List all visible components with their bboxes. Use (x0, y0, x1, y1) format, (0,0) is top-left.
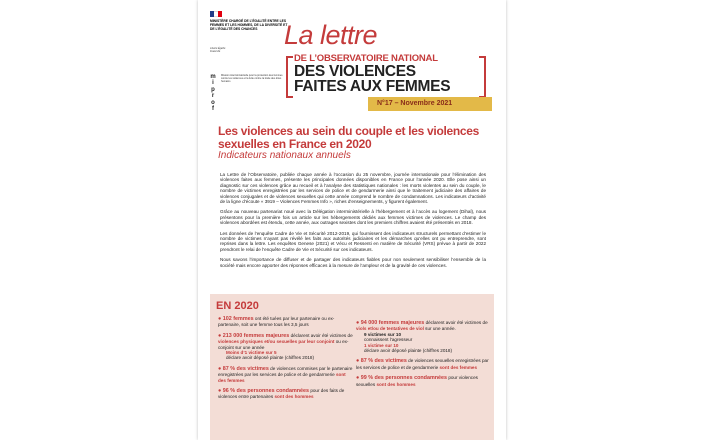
stat-subtext: 1 victime sur 10 (364, 342, 399, 348)
ministry-name: MINISTÈRE CHARGÉ DE L’ÉGALITÉ ENTRE LES FEMMES ET LES HOMMES, DE LA DIVERSITÉ ET DE L’ÉGALITÉ DES CHANCES (210, 19, 288, 31)
issue-banner (368, 97, 492, 111)
republic-motto: Liberté Égalité Fraternité (210, 47, 226, 53)
stat-value: ● 87 % des victimes (356, 358, 407, 365)
key-figures-title: EN 2020 (216, 300, 259, 312)
stat-text: déclarent avoir été victimes de (289, 332, 353, 338)
stat-value: ● 102 femmes (218, 316, 254, 322)
masthead-la-lettre: La lettre (284, 20, 378, 50)
masthead-line-1: DES VIOLENCES (294, 63, 416, 80)
masthead-bracket-left (286, 56, 293, 98)
stat-value: ● 213 000 femmes majeures (218, 332, 290, 339)
stat-item (356, 358, 492, 370)
stat-item (356, 375, 492, 387)
masthead-bracket-right (479, 56, 486, 98)
stat-highlight: viols et/ou de tentatives de viol (356, 326, 424, 332)
stat-highlight: sont des hommes (274, 394, 314, 400)
stat-highlight: sont des hommes (376, 381, 416, 387)
key-figures-right-column (356, 320, 492, 392)
stat-item (218, 333, 354, 361)
masthead-observatoire: DE L’OBSERVATOIRE NATIONAL (294, 53, 438, 64)
stat-subtext: 9 victimes sur 10 (364, 331, 402, 337)
issue-number: N°17 – Novembre 2021 (377, 100, 453, 107)
paragraph: Nous savons l’importance de diffuser et de partager des indicateurs fiables pour non seulement sensibiliser l’ensemble de la société mais encore apporter des réponses efficaces à la mesure de l’ampleur et de la gravité de ces violences. (220, 257, 486, 268)
stat-subtext: déclare avoir déposé plainte (chiffres 2018) (226, 355, 315, 361)
stat-text: de violences commises par le partenaire enregistrées par les services de police et de gendarmerie (218, 365, 353, 378)
stat-highlight: violences physiques et/ou sexuelles par leur conjoint (218, 339, 335, 345)
stat-value: ● 96 % des personnes condamnées (218, 388, 310, 395)
stat-subtext: Moins d’1 victime sur 5 (226, 350, 277, 356)
stat-value: ● 99 % des personnes condamnées (356, 375, 448, 382)
stat-text: ou ex-conjoint sur une année (218, 339, 349, 350)
masthead-title (294, 64, 480, 94)
stat-value: ● 87 % des victimes (218, 365, 269, 372)
stat-text: de violences sexuelles enregistrées par les services de police et de gendarmerie (356, 358, 489, 370)
paragraph: Les données de l’enquête Cadre de Vie et Sécurité 2012-2019, qui fournissent des indicateurs structurels permettant d’estimer le nombre de victimes n’ayant pas révélé les faits aux autorités judiciaires et les démarches qu’elles ont pu entreprendre, sont reprises dans la lettre. Les enquêtes Genese (2021) et Vécu et Ressenti en matière de Sécurité (VRS) prévue à partir de 2022 prendront le relai de l’enquête Cadre de Vie et Sécurité sur ces indicateurs. (220, 230, 486, 252)
stat-item (218, 366, 354, 383)
stat-subtext: déclare avoir déposé plainte (chiffres 2018) (364, 348, 453, 354)
french-flag-icon (210, 11, 222, 17)
stat-highlight: sont des femmes (218, 372, 346, 383)
stat-text: déclarent avoir été victimes de (424, 320, 488, 325)
stat-value: ● 94 000 femmes majeures (356, 320, 425, 326)
mission-description: Mission interministérielle pour la protection des femmes contre les violences et la lutte contre la traite des êtres humains (221, 74, 283, 84)
article-subtitle: Indicateurs nationaux annuels (218, 150, 351, 161)
key-figures-box (210, 294, 494, 440)
article-title: Les violences au sein du couple et les violences sexuelles en France en 2020 (218, 124, 480, 151)
stat-text: sur une année. (423, 326, 456, 332)
paragraph: La Lettre de l’Observatoire, publiée chaque année à l’occasion du 25 novembre, journée internationale pour l’élimination des violences faites aux femmes, présente les principales données disponibles en France pour l’année 2020. Elle pose ainsi un diagnostic sur ces violences grâce au recueil et à l’analyse des statistiques nationales : les morts violentes au sein du couple, le nombre de victimes enregistrées par les services de police et de gendarmerie ainsi que le traitement judiciaire des affaires de violences conjugales et de violences sexuelles qui cette année comprend le nombre de condamnations. Les indicateurs d’activité de la ligne d’écoute « 3919 – Violences Femmes Info », riches d’enseignements, y figurent également. (220, 172, 486, 205)
key-figures-left-column (218, 316, 354, 405)
miprof-logo-text: m i p r o f (210, 74, 216, 113)
stat-text: ont été tuées par leur partenaire ou ex-partenaire, soit une femme tous les 3,5 jours (218, 316, 335, 328)
stat-item (218, 316, 354, 328)
miprof-logo (210, 74, 216, 112)
stat-item (356, 320, 492, 353)
newsletter-page (198, 0, 506, 440)
stat-text: pour des faits de violences entre partenaires (218, 388, 345, 400)
paragraph: Grâce au nouveau partenariat noué avec la Délégation interministérielle à l’hébergement et à l’accès au logement (Dihal), nous présentons pour la première fois un article sur les hébergements dédiés aux femmes victimes de violences. Le champ des violences abordées est étendu, cette année, aux outrages sexistes dont les premiers chiffres avaient été présentés en 2018. (220, 209, 486, 226)
stat-highlight: sont des femmes (439, 364, 478, 370)
stat-text: pour violences sexuelles (356, 375, 478, 387)
stat-subtext: connaissent l’agresseur (364, 337, 413, 343)
article-body (220, 172, 486, 273)
masthead-line-2: FAITES AUX FEMMES (294, 78, 451, 95)
stat-item (218, 388, 354, 400)
